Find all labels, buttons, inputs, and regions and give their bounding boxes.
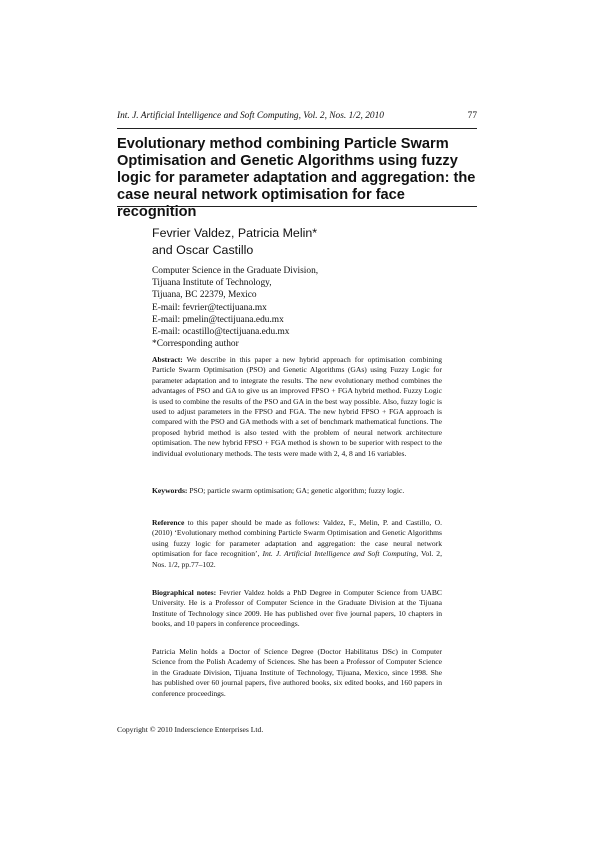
authors-line-2: and Oscar Castillo	[152, 242, 254, 257]
corresponding-author-note: *Corresponding author	[152, 339, 239, 350]
reference-journal: Int. J. Artificial Intelligence and Soft Computing	[262, 549, 417, 559]
reference-label: Reference	[152, 518, 185, 527]
email-line: E-mail: fevrier@tectijuana.mx	[152, 302, 267, 313]
abstract-text: We describe in this paper a new hybrid approach for optimisation combining Particle Swarm Optimisation (PSO) and Genetic Algorithms (GAs) using Fuzzy Logic for parameter adaptation and to integrate the results. The new evolutionary method combines the advantages of PSO and GA to give us an improved FPSO + FGA hybrid method. Fuzzy Logic is used to combine the results of the PSO and GA in the best way possible. Also, fuzzy logic is used to adjust parameters in the FPSO and FGA. The new hybrid FPSO + FGA approach is compared with the PSO and GA methods with a set of benchmark mathematical functions. The proposed hybrid method is also tested with the problem of neural network architecture optimisation. The new hybrid FPSO + FGA method is shown to be superior with respect to the individual evolutionary methods. The tests were made with 2, 4, 8 and 16 variables.	[152, 355, 442, 458]
bio-text-valdez: Fevrier Valdez holds a PhD Degree in Computer Science from UABC University. He is a Professor of Computer Science in the Graduate Division at the Tijuana Institute of Technology since 2009. He has published over five journal papers, 10 chapters in books, and 10 papers in conference proceedings.	[152, 588, 442, 629]
paper-title: Evolutionary method combining Particle Swarm Optimisation and Genetic Algorithms using fuzzy logic for parameter adaptation and aggregation: the case neural network optimisation for face recognition	[117, 136, 476, 220]
running-header	[117, 111, 477, 125]
email-line: E-mail: pmelin@tectijuana.edu.mx	[152, 314, 284, 325]
affiliation-line: Tijuana Institute of Technology,	[152, 278, 272, 289]
reference-text-end: , Vol. 2, Nos. 1/2, pp.77–102.	[152, 549, 442, 569]
reference-text: to this paper should be made as follows: Valdez, F., Melin, P. and Castillo, O. (2010) ‘Evolutionary method combining Particle Swarm Optimisation and Genetic Algorithms using fuzzy logic for parameter adaptation and aggregation: the case neural network optimisation for face recognition’,	[152, 518, 442, 559]
affiliation-line: Computer Science in the Graduate Division,	[152, 266, 319, 276]
biographical-note-valdez	[152, 588, 442, 630]
biographical-note-melin: Patricia Melin holds a Doctor of Science Degree (Doctor Habilitatus DSc) in Computer Science from the Polish Academy of Sciences. She has been a Professor of Computer Science in the Graduate Division, Tijuana Institute of Technology, Tijuana, Mexico, since 1998. She has published over 60 journal papers, five authored books, six edited books, and 160 papers in conference proceedings.	[152, 647, 442, 698]
keywords-label: Keywords:	[152, 486, 188, 495]
reference	[152, 518, 442, 570]
journal-citation: Int. J. Artificial Intelligence and Soft Computing, Vol. 2, Nos. 1/2, 2010	[117, 111, 384, 121]
page-number: 77	[467, 111, 477, 121]
copyright-notice: Copyright © 2010 Inderscience Enterprises Ltd.	[117, 725, 264, 734]
abstract-label: Abstract:	[152, 355, 183, 364]
affiliation	[152, 265, 472, 350]
affiliation-line: Tijuana, BC 22379, Mexico	[152, 290, 257, 301]
header-rule	[117, 128, 477, 129]
email-line: E-mail: ocastillo@tectijuana.edu.mx	[152, 327, 290, 338]
authors-line-1: Fevrier Valdez, Patricia Melin*	[152, 226, 318, 240]
title-rule	[117, 206, 477, 207]
keywords-text: PSO; particle swarm optimisation; GA; genetic algorithm; fuzzy logic.	[187, 486, 405, 495]
authors	[152, 225, 452, 258]
bio-label: Biographical notes:	[152, 588, 217, 597]
abstract	[152, 355, 442, 459]
keywords	[152, 486, 442, 496]
